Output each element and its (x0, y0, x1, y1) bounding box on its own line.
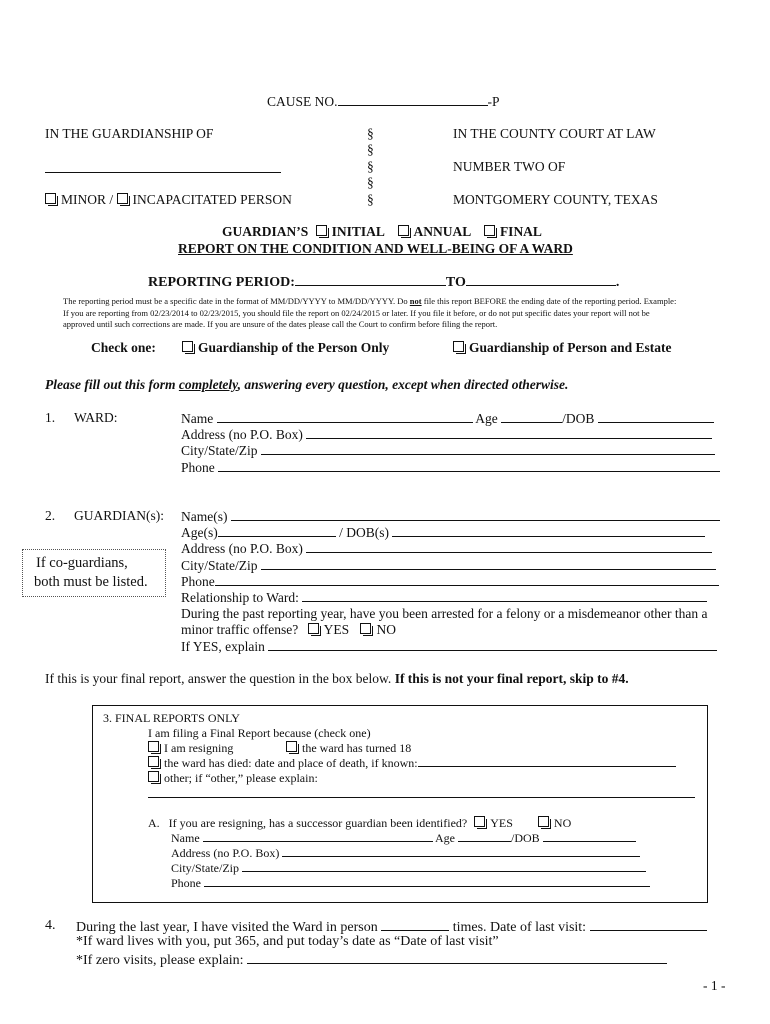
other-checkbox[interactable] (148, 771, 159, 782)
visits-count-field[interactable] (381, 918, 449, 931)
successor-no-checkbox[interactable] (538, 816, 549, 827)
successor-city-field[interactable] (242, 861, 646, 872)
guardian-city-field[interactable] (261, 557, 716, 570)
cause-number-blank[interactable] (338, 93, 488, 106)
guardian-phone-row: Phone (181, 573, 719, 590)
arrest-question-line2: minor traffic offense? YES NO (181, 622, 396, 637)
died-checkbox[interactable] (148, 756, 159, 767)
co-guardians-note-1: If co-guardians, (36, 555, 128, 571)
report-type-line: GUARDIAN’S INITIAL ANNUAL FINAL (222, 224, 542, 239)
instructions: Please fill out this form completely, answering every question, except when directed otherwise. (45, 377, 569, 392)
last-visit-date-field[interactable] (590, 918, 707, 931)
ward-phone-row: Phone (181, 459, 720, 476)
arrest-explain-field[interactable] (268, 638, 717, 651)
reporting-note: The reporting period must be a specific date in the format of MM/DD/YYYY to MM/DD/YYYY. Do not file this report BEFORE the ending date of the reporting period. Example: If you are reporting from 02/23/2014 to 02/23/2015, you should file the report on 02/24/2015 or later. If you file it before, or do not put specific dates your report will not be approved until such corrections are made. If you are unsure of the dates please call the Court to confirm before filing the report. (63, 296, 677, 329)
final-reason-other: other; if “other,” please explain: (148, 771, 318, 786)
period-end-blank[interactable] (466, 273, 616, 286)
court-line-1: IN THE COUNTY COURT AT LAW (453, 126, 656, 141)
annual-checkbox[interactable] (398, 225, 409, 236)
minor-checkbox[interactable] (45, 193, 56, 204)
guardian-number: 2. (45, 508, 56, 523)
guardian-relationship-row: Relationship to Ward: (181, 589, 707, 606)
ward-phone-field[interactable] (218, 459, 720, 472)
period-start-blank[interactable] (295, 273, 446, 286)
co-guardians-note-2: both must be listed. (34, 574, 148, 590)
guardian-address-field[interactable] (306, 540, 712, 553)
successor-address-field[interactable] (282, 846, 640, 857)
final-reports-heading: 3. FINAL REPORTS ONLY (103, 711, 240, 725)
final-intro: If this is your final report, answer the question in the box below. If this is not your final report, skip to #4. (45, 671, 629, 686)
guardian-ages-field[interactable] (218, 524, 336, 537)
visits-line3: *If zero visits, please explain: (76, 951, 667, 969)
final-checkbox[interactable] (484, 225, 495, 236)
successor-city-row: City/State/Zip (171, 861, 646, 876)
section-sign: § (367, 175, 374, 190)
guardianship-of-label: IN THE GUARDIANSHIP OF (45, 126, 214, 141)
guardian-relationship-field[interactable] (302, 589, 707, 602)
person-estate-checkbox[interactable] (453, 341, 464, 352)
successor-question: A. If you are resigning, has a successor guardian been identified? YES NO (148, 816, 572, 830)
guardian-names-row: Name(s) (181, 508, 720, 525)
zero-visits-explain-field[interactable] (247, 951, 667, 964)
visits-line1: During the last year, I have visited the Ward in person times. Date of last visit: (76, 918, 707, 936)
successor-dob-field[interactable] (543, 831, 636, 842)
section-sign: § (367, 192, 374, 207)
successor-name-row: Name Age /DOB (171, 831, 636, 846)
minor-incapacitated-choice: MINOR / INCAPACITATED PERSON (45, 192, 292, 208)
final-reason-row1: I am resigning (148, 741, 233, 756)
ward-address-row: Address (no P.O. Box) (181, 426, 712, 443)
successor-yes-checkbox[interactable] (474, 816, 485, 827)
successor-phone-row: Phone (171, 876, 650, 891)
section-sign: § (367, 159, 374, 174)
arrest-yes-checkbox[interactable] (308, 623, 319, 634)
ward-number: 1. (45, 410, 56, 425)
ward-city-field[interactable] (261, 442, 715, 455)
section-sign: § (367, 142, 374, 157)
ward-dob-field[interactable] (598, 410, 714, 423)
ward-label: WARD: (74, 410, 118, 425)
ward-name-field[interactable] (217, 410, 473, 423)
ward-address-field[interactable] (306, 426, 712, 439)
final-reason-died: the ward has died: date and place of death, if known: (148, 756, 676, 771)
successor-phone-field[interactable] (204, 876, 650, 887)
ward-name-blank[interactable] (45, 160, 281, 177)
page-number: - 1 - (703, 978, 726, 993)
guardian-names-field[interactable] (231, 508, 720, 521)
final-reports-because: I am filing a Final Report because (check one) (148, 726, 371, 740)
reporting-period: REPORTING PERIOD: TO . (148, 275, 620, 290)
ward-age-field[interactable] (501, 410, 562, 423)
arrest-question-line1: During the past reporting year, have you been arrested for a felony or a misdemeanor other than a (181, 606, 708, 621)
guardian-address-row: Address (no P.O. Box) (181, 540, 712, 557)
option-person-only: Guardianship of the Person Only (182, 340, 389, 356)
court-line-3: MONTGOMERY COUNTY, TEXAS (453, 192, 658, 207)
guardian-phone-field[interactable] (215, 573, 719, 586)
guardian-dobs-field[interactable] (392, 524, 705, 537)
turned18-checkbox[interactable] (286, 741, 297, 752)
initial-checkbox[interactable] (316, 225, 327, 236)
check-one-label: Check one: (91, 340, 156, 355)
ward-city-row: City/State/Zip (181, 442, 715, 459)
ward-name-row: Name Age /DOB (181, 410, 714, 427)
court-line-2: NUMBER TWO OF (453, 159, 566, 174)
final-reason-turned18: the ward has turned 18 (286, 741, 411, 756)
guardian-ages-row: Age(s) / DOB(s) (181, 524, 705, 541)
resigning-checkbox[interactable] (148, 741, 159, 752)
incapacitated-checkbox[interactable] (117, 193, 128, 204)
guardian-city-row: City/State/Zip (181, 557, 716, 574)
successor-address-row: Address (no P.O. Box) (171, 846, 640, 861)
cause-number: CAUSE NO. -P (267, 94, 500, 109)
successor-name-field[interactable] (203, 831, 433, 842)
person-only-checkbox[interactable] (182, 341, 193, 352)
other-explain-field[interactable] (148, 786, 695, 802)
section-sign: § (367, 126, 374, 141)
report-subtitle: REPORT ON THE CONDITION AND WELL-BEING OF A WARD (178, 241, 573, 256)
successor-age-field[interactable] (458, 831, 511, 842)
option-person-estate: Guardianship of Person and Estate (453, 340, 672, 356)
death-details-field[interactable] (418, 756, 676, 767)
visits-line2: *If ward lives with you, put 365, and put today’s date as “Date of last visit” (76, 934, 499, 949)
visits-number: 4. (45, 918, 56, 933)
guardian-label: GUARDIAN(s): (74, 508, 164, 523)
arrest-no-checkbox[interactable] (360, 623, 371, 634)
arrest-explain-row: If YES, explain (181, 638, 717, 655)
